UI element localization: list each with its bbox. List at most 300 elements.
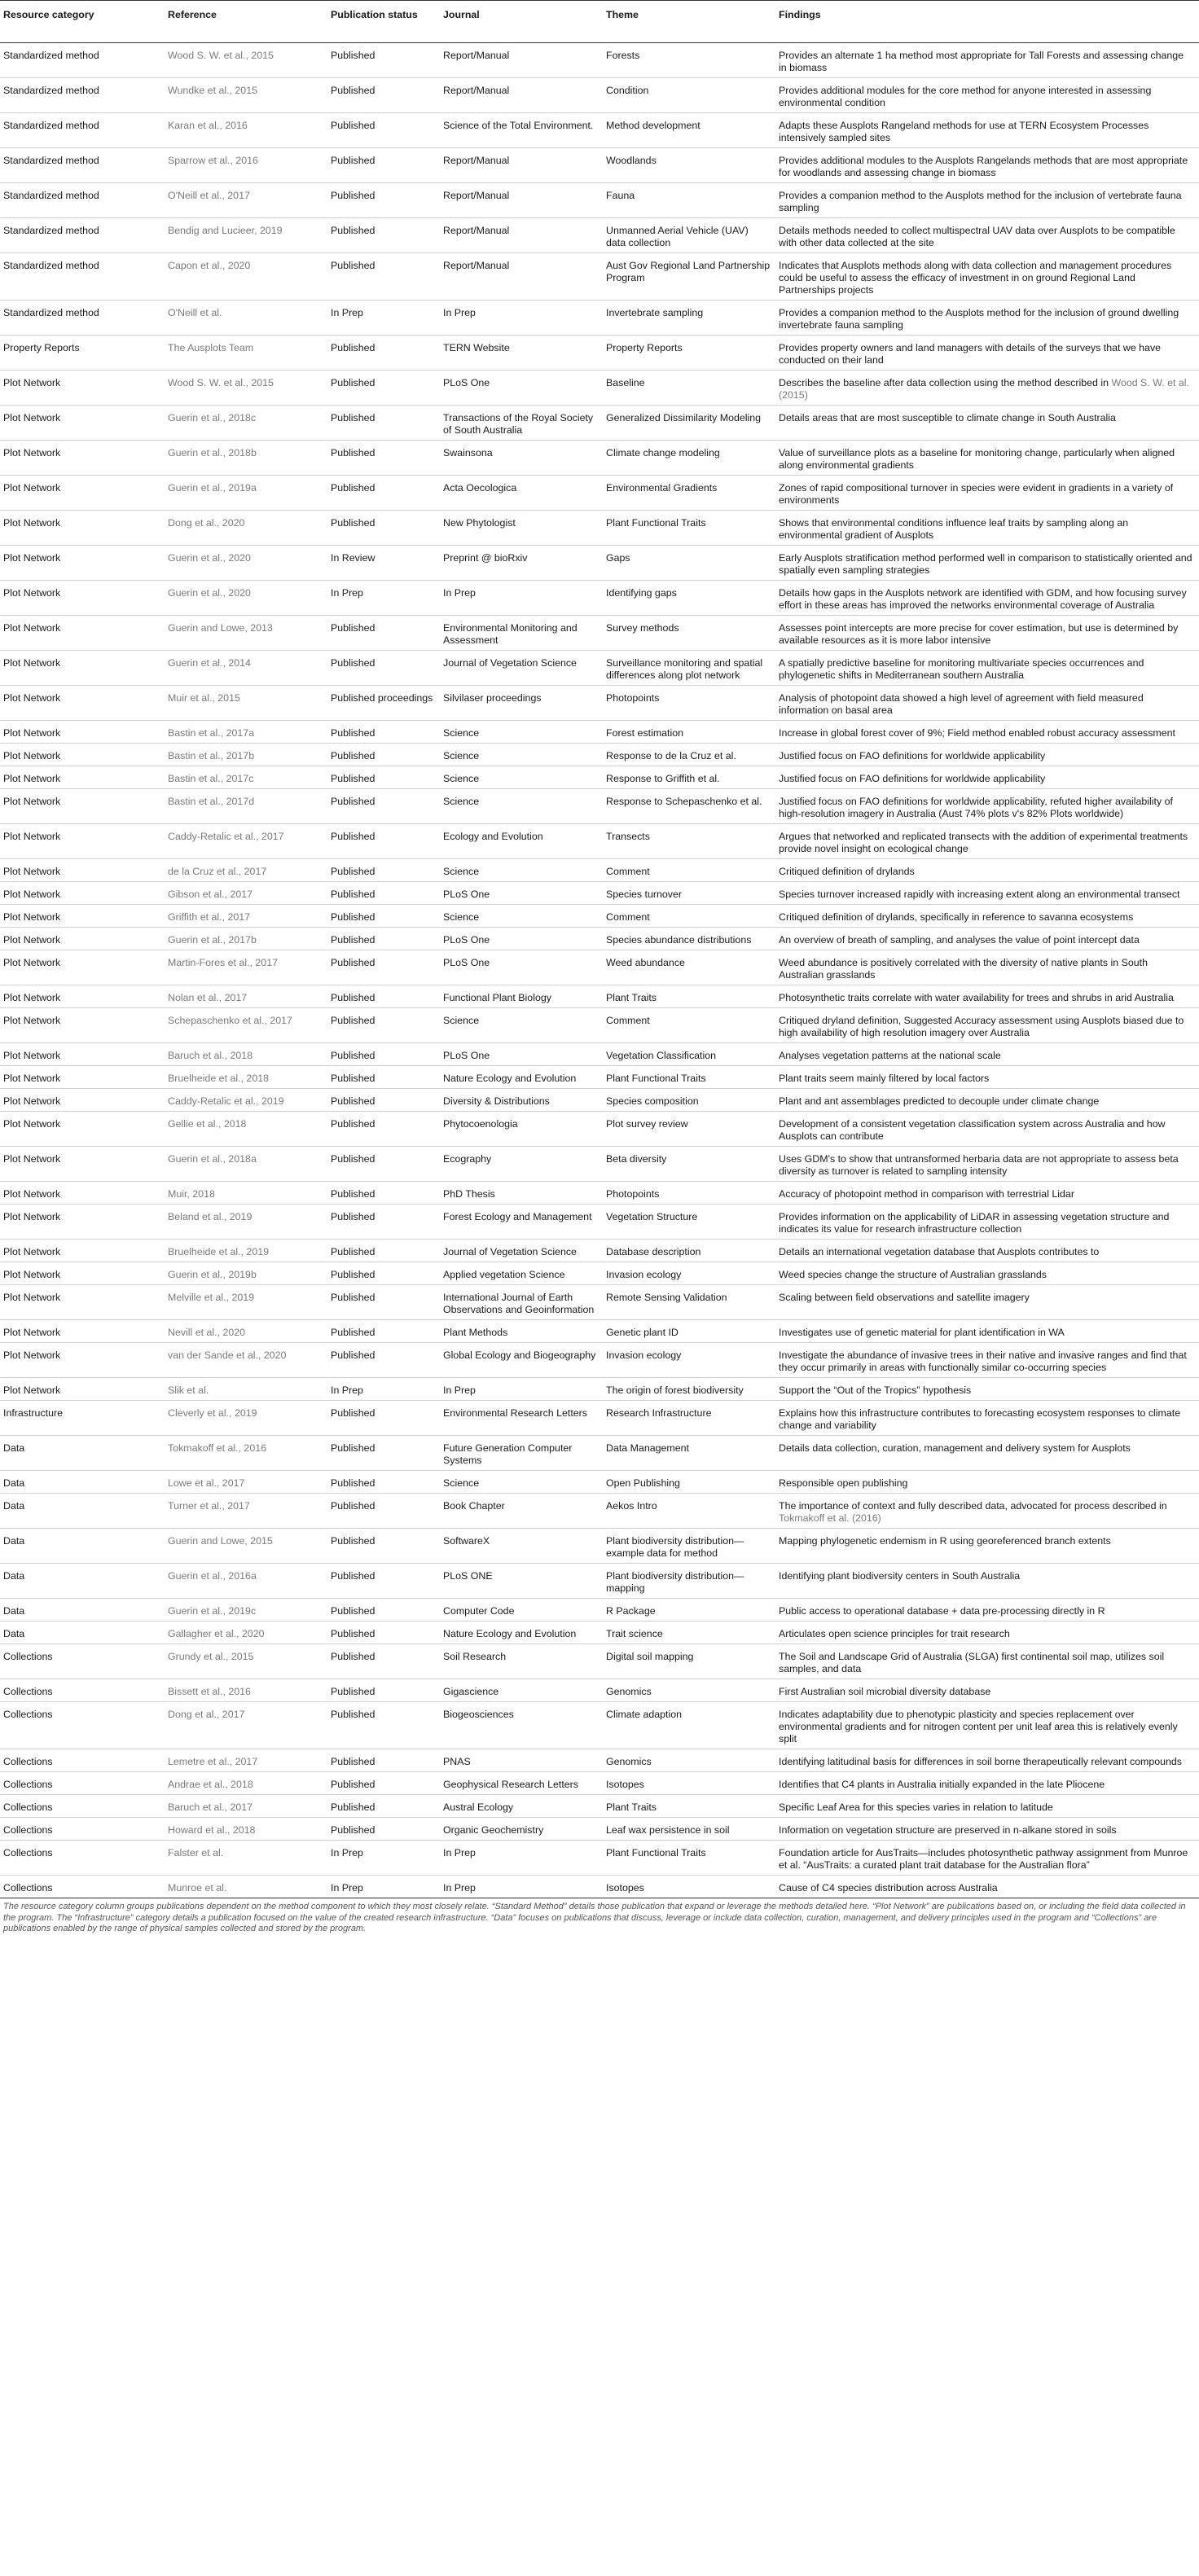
reference-cell[interactable]: Wood S. W. et al., 2015 (165, 371, 327, 406)
status-cell: Published (327, 744, 440, 766)
category-cell: Collections (0, 1749, 165, 1772)
theme-cell: Plot survey review (603, 1112, 775, 1147)
findings-cell: Details an international vegetation database that Ausplots contributes to (775, 1240, 1199, 1262)
theme-cell: Species composition (603, 1089, 775, 1112)
status-cell: Published (327, 1112, 440, 1147)
category-cell: Standardized method (0, 43, 165, 78)
findings-cell: Provides information on the applicability of LiDAR in assessing vegetation structure and indicates its value for research infrastructure collection (775, 1205, 1199, 1240)
category-cell: Plot Network (0, 950, 165, 985)
reference-cell[interactable]: Nevill et al., 2020 (165, 1320, 327, 1343)
reference-cell[interactable]: Bastin et al., 2017d (165, 789, 327, 824)
reference-cell[interactable]: Baruch et al., 2017 (165, 1795, 327, 1818)
status-cell: Published (327, 651, 440, 686)
theme-cell: The origin of forest biodiversity (603, 1378, 775, 1401)
table-row (0, 824, 1199, 859)
table-row (0, 1772, 1199, 1795)
findings-cell: Analyses vegetation patterns at the national scale (775, 1043, 1199, 1066)
status-cell: Published (327, 218, 440, 253)
journal-cell: Journal of Vegetation Science (440, 1240, 603, 1262)
table-row (0, 148, 1199, 183)
findings-cell: Indicates adaptability due to phenotypic plasticity and species replacement over environmental gradients and for nitrogen content per unit leaf area this is relatively evenly split (775, 1702, 1199, 1749)
findings-cell: Critiqued dryland definition, Suggested Accuracy assessment using Ausplots biased due to high availability of high resolution imagery over Australia (775, 1008, 1199, 1043)
status-cell: In Prep (327, 301, 440, 336)
category-cell: Collections (0, 1679, 165, 1702)
findings-cell: Justified focus on FAO definitions for worldwide applicability, refuted higher availability of high-resolution imagery in Australia (Aust 74% plots v's 82% Plots worldwide) (775, 789, 1199, 824)
findings-cell: Assesses point intercepts are more precise for cover estimation, but use is determined by available resources as it is more labor intensive (775, 616, 1199, 651)
findings-cell: Development of a consistent vegetation classification system across Australia and how Ausplots can contribute (775, 1112, 1199, 1147)
header-findings: Findings (775, 1, 1199, 43)
findings-cell: Information on vegetation structure are preserved in n-alkane stored in soils (775, 1818, 1199, 1841)
category-cell: Collections (0, 1841, 165, 1876)
table-row (0, 1599, 1199, 1622)
table-row (0, 1679, 1199, 1702)
theme-cell: Species abundance distributions (603, 928, 775, 950)
reference-cell[interactable]: Guerin et al., 2018a (165, 1147, 327, 1182)
reference-cell[interactable]: Caddy-Retalic et al., 2017 (165, 824, 327, 859)
theme-cell: Research Infrastructure (603, 1401, 775, 1436)
category-cell: Plot Network (0, 859, 165, 882)
theme-cell: Plant biodiversity distribution—example data for method (603, 1529, 775, 1564)
theme-cell: Digital soil mapping (603, 1644, 775, 1679)
table-row (0, 1066, 1199, 1089)
table-row (0, 1529, 1199, 1564)
reference-cell[interactable]: Bruelheide et al., 2018 (165, 1066, 327, 1089)
status-cell: Published (327, 1795, 440, 1818)
reference-cell[interactable]: Gellie et al., 2018 (165, 1112, 327, 1147)
table-row (0, 1182, 1199, 1205)
journal-cell: Environmental Monitoring and Assessment (440, 616, 603, 651)
status-cell: Published (327, 985, 440, 1008)
theme-cell: Environmental Gradients (603, 476, 775, 511)
reference-cell[interactable]: Caddy-Retalic et al., 2019 (165, 1089, 327, 1112)
category-cell: Plot Network (0, 441, 165, 476)
reference-cell[interactable]: Bastin et al., 2017b (165, 744, 327, 766)
journal-cell: Computer Code (440, 1599, 603, 1622)
category-cell: Plot Network (0, 651, 165, 686)
journal-cell: PhD Thesis (440, 1182, 603, 1205)
table-row (0, 1008, 1199, 1043)
category-cell: Plot Network (0, 1343, 165, 1378)
category-cell: Plot Network (0, 789, 165, 824)
reference-cell[interactable]: Nolan et al., 2017 (165, 985, 327, 1008)
status-cell: In Prep (327, 581, 440, 616)
journal-cell: Silvilaser proceedings (440, 686, 603, 721)
category-cell: Plot Network (0, 1240, 165, 1262)
findings-cell: Details how gaps in the Ausplots network are identified with GDM, and how focusing survey effort in these areas has improved the networks environmental coverage of Australia (775, 581, 1199, 616)
findings-cell: Adapts these Ausplots Rangeland methods for use at TERN Ecosystem Processes intensively sampled sites (775, 113, 1199, 148)
reference-cell[interactable]: Guerin and Lowe, 2015 (165, 1529, 327, 1564)
table-row (0, 78, 1199, 113)
theme-cell: Survey methods (603, 616, 775, 651)
journal-cell: Austral Ecology (440, 1795, 603, 1818)
journal-cell: TERN Website (440, 336, 603, 371)
category-cell: Plot Network (0, 686, 165, 721)
reference-cell[interactable]: Falster et al. (165, 1841, 327, 1876)
table-row (0, 476, 1199, 511)
reference-cell[interactable]: O'Neill et al. (165, 301, 327, 336)
theme-cell: Isotopes (603, 1772, 775, 1795)
findings-cell: Mapping phylogenetic endemism in R using georeferenced branch extents (775, 1529, 1199, 1564)
status-cell: Published (327, 1240, 440, 1262)
header-reference: Reference (165, 1, 327, 43)
reference-cell[interactable]: Guerin et al., 2019a (165, 476, 327, 511)
category-cell: Standardized method (0, 218, 165, 253)
reference-cell[interactable]: Tokmakoff et al., 2016 (165, 1436, 327, 1471)
status-cell: Published (327, 1818, 440, 1841)
reference-cell[interactable]: Bruelheide et al., 2019 (165, 1240, 327, 1262)
journal-cell: In Prep (440, 1876, 603, 1898)
theme-cell: Woodlands (603, 148, 775, 183)
journal-cell: Report/Manual (440, 218, 603, 253)
table-row (0, 1795, 1199, 1818)
theme-cell: Vegetation Classification (603, 1043, 775, 1066)
theme-cell: Plant Functional Traits (603, 1841, 775, 1876)
reference-cell[interactable]: Baruch et al., 2018 (165, 1043, 327, 1066)
reference-cell[interactable]: Howard et al., 2018 (165, 1818, 327, 1841)
journal-cell: In Prep (440, 301, 603, 336)
status-cell: Published (327, 1436, 440, 1471)
category-cell: Data (0, 1494, 165, 1529)
status-cell: Published (327, 1343, 440, 1378)
journal-cell: PLoS One (440, 950, 603, 985)
theme-cell: Plant Traits (603, 1795, 775, 1818)
journal-cell: Functional Plant Biology (440, 985, 603, 1008)
reference-cell[interactable]: Schepaschenko et al., 2017 (165, 1008, 327, 1043)
status-cell: Published (327, 78, 440, 113)
findings-cell: Justified focus on FAO definitions for worldwide applicability (775, 744, 1199, 766)
reference-cell[interactable]: Andrae et al., 2018 (165, 1772, 327, 1795)
status-cell: Published (327, 1285, 440, 1320)
theme-cell: Unmanned Aerial Vehicle (UAV) data collection (603, 218, 775, 253)
journal-cell: Report/Manual (440, 43, 603, 78)
reference-cell[interactable]: Beland et al., 2019 (165, 1205, 327, 1240)
findings-cell: Early Ausplots stratification method performed well in comparison to statistically oriented and spatially even sampling strategies (775, 546, 1199, 581)
category-cell: Standardized method (0, 78, 165, 113)
findings-cell: Plant traits seem mainly filtered by local factors (775, 1066, 1199, 1089)
table-row (0, 1285, 1199, 1320)
theme-cell: Species turnover (603, 882, 775, 905)
header-resource-category: Resource category (0, 1, 165, 43)
findings-cell: Details areas that are most susceptible to climate change in South Australia (775, 406, 1199, 441)
findings-cell: An overview of breath of sampling, and analyses the value of point intercept data (775, 928, 1199, 950)
theme-cell: Photopoints (603, 1182, 775, 1205)
reference-cell[interactable]: Guerin et al., 2018c (165, 406, 327, 441)
citation-link[interactable]: Wood S. W. et al. (2015) (779, 377, 1189, 401)
findings-cell: Justified focus on FAO definitions for worldwide applicability (775, 766, 1199, 789)
journal-cell: Journal of Vegetation Science (440, 651, 603, 686)
theme-cell: Identifying gaps (603, 581, 775, 616)
reference-cell[interactable]: Lowe et al., 2017 (165, 1471, 327, 1494)
reference-cell[interactable]: Grundy et al., 2015 (165, 1644, 327, 1679)
category-cell: Plot Network (0, 824, 165, 859)
status-cell: Published (327, 1089, 440, 1112)
findings-cell: Weed abundance is positively correlated with the diversity of native plants in South Australian grasslands (775, 950, 1199, 985)
table-row (0, 218, 1199, 253)
journal-cell: PLoS One (440, 1043, 603, 1066)
reference-cell[interactable]: Guerin et al., 2016a (165, 1564, 327, 1599)
table-row (0, 882, 1199, 905)
table-row (0, 1471, 1199, 1494)
reference-cell[interactable]: Capon et al., 2020 (165, 253, 327, 301)
reference-cell[interactable]: Lemetre et al., 2017 (165, 1749, 327, 1772)
journal-cell: PLoS One (440, 371, 603, 406)
table-row (0, 1112, 1199, 1147)
journal-cell: Report/Manual (440, 78, 603, 113)
category-cell: Collections (0, 1644, 165, 1679)
findings-cell: Specific Leaf Area for this species varies in relation to latitude (775, 1795, 1199, 1818)
category-cell: Standardized method (0, 301, 165, 336)
status-cell: Published (327, 1205, 440, 1240)
table-row (0, 616, 1199, 651)
category-cell: Property Reports (0, 336, 165, 371)
reference-cell[interactable]: Griffith et al., 2017 (165, 905, 327, 928)
reference-cell[interactable]: The Ausplots Team (165, 336, 327, 371)
reference-cell[interactable]: Dong et al., 2017 (165, 1702, 327, 1749)
theme-cell: Database description (603, 1240, 775, 1262)
theme-cell: Invasion ecology (603, 1343, 775, 1378)
table-row (0, 1564, 1199, 1599)
status-cell: Published (327, 441, 440, 476)
theme-cell: Invasion ecology (603, 1262, 775, 1285)
reference-cell[interactable]: Melville et al., 2019 (165, 1285, 327, 1320)
reference-cell[interactable]: Gallagher et al., 2020 (165, 1622, 327, 1644)
reference-cell[interactable]: Guerin et al., 2020 (165, 581, 327, 616)
findings-cell: Accuracy of photopoint method in comparison with terrestrial Lidar (775, 1182, 1199, 1205)
findings-cell: Uses GDM's to show that untransformed herbaria data are not appropriate to assess beta diversity as turnover is related to sampling intensity (775, 1147, 1199, 1182)
findings-cell: Provides property owners and land managers with details of the surveys that we have conducted on their land (775, 336, 1199, 371)
category-cell: Plot Network (0, 581, 165, 616)
table-row (0, 1205, 1199, 1240)
theme-cell: Climate adaption (603, 1702, 775, 1749)
reference-cell[interactable]: Sparrow et al., 2016 (165, 148, 327, 183)
theme-cell: R Package (603, 1599, 775, 1622)
status-cell: Published (327, 789, 440, 824)
status-cell: In Review (327, 546, 440, 581)
reference-cell[interactable]: Guerin et al., 2014 (165, 651, 327, 686)
theme-cell: Baseline (603, 371, 775, 406)
status-cell: Published (327, 336, 440, 371)
status-cell: Published (327, 406, 440, 441)
reference-cell[interactable]: Karan et al., 2016 (165, 113, 327, 148)
findings-cell: Photosynthetic traits correlate with water availability for trees and shrubs in arid Australia (775, 985, 1199, 1008)
theme-cell: Trait science (603, 1622, 775, 1644)
status-cell: Published (327, 1066, 440, 1089)
theme-cell: Genomics (603, 1679, 775, 1702)
table-row (0, 1147, 1199, 1182)
category-cell: Standardized method (0, 183, 165, 218)
table-row (0, 1043, 1199, 1066)
table-row (0, 1262, 1199, 1285)
reference-cell[interactable]: Slik et al. (165, 1378, 327, 1401)
status-cell: Published (327, 1401, 440, 1436)
journal-cell: Applied vegetation Science (440, 1262, 603, 1285)
category-cell: Plot Network (0, 985, 165, 1008)
status-cell: Published (327, 371, 440, 406)
journal-cell: Science (440, 744, 603, 766)
reference-cell[interactable]: O'Neill et al., 2017 (165, 183, 327, 218)
category-cell: Plot Network (0, 1262, 165, 1285)
category-cell: Standardized method (0, 113, 165, 148)
findings-cell: The Soil and Landscape Grid of Australia (SLGA) first continental soil map, utilizes soil samples, and data (775, 1644, 1199, 1679)
status-cell: Published (327, 43, 440, 78)
theme-cell: Gaps (603, 546, 775, 581)
table-row (0, 1378, 1199, 1401)
category-cell: Plot Network (0, 476, 165, 511)
reference-cell[interactable]: Cleverly et al., 2019 (165, 1401, 327, 1436)
findings-cell: Provides a companion method to the Ausplots method for the inclusion of ground dwelling invertebrate fauna sampling (775, 301, 1199, 336)
theme-cell: Fauna (603, 183, 775, 218)
table-row (0, 1240, 1199, 1262)
reference-cell[interactable]: Wundke et al., 2015 (165, 78, 327, 113)
journal-cell: Diversity & Distributions (440, 1089, 603, 1112)
table-row (0, 721, 1199, 744)
journal-cell: Soil Research (440, 1644, 603, 1679)
status-cell: In Prep (327, 1876, 440, 1898)
reference-cell[interactable]: Bastin et al., 2017c (165, 766, 327, 789)
journal-cell: SoftwareX (440, 1529, 603, 1564)
theme-cell: Response to de la Cruz et al. (603, 744, 775, 766)
journal-cell: Science (440, 766, 603, 789)
journal-cell: Ecography (440, 1147, 603, 1182)
category-cell: Data (0, 1564, 165, 1599)
theme-cell: Response to Griffith et al. (603, 766, 775, 789)
theme-cell: Comment (603, 905, 775, 928)
reference-cell[interactable]: Guerin et al., 2018b (165, 441, 327, 476)
reference-cell[interactable]: Muir et al., 2015 (165, 686, 327, 721)
reference-cell[interactable]: Bastin et al., 2017a (165, 721, 327, 744)
theme-cell: Property Reports (603, 336, 775, 371)
status-cell: Published (327, 1008, 440, 1043)
reference-cell[interactable]: Martin-Fores et al., 2017 (165, 950, 327, 985)
reference-cell[interactable]: Guerin et al., 2019b (165, 1262, 327, 1285)
category-cell: Data (0, 1622, 165, 1644)
theme-cell: Condition (603, 78, 775, 113)
status-cell: Published (327, 1564, 440, 1599)
status-cell: Published (327, 928, 440, 950)
category-cell: Plot Network (0, 882, 165, 905)
journal-cell: Science (440, 905, 603, 928)
theme-cell: Transects (603, 824, 775, 859)
journal-cell: In Prep (440, 1378, 603, 1401)
findings-cell: Critiqued definition of drylands (775, 859, 1199, 882)
theme-cell: Photopoints (603, 686, 775, 721)
journal-cell: Science (440, 721, 603, 744)
category-cell: Plot Network (0, 616, 165, 651)
table-row (0, 441, 1199, 476)
reference-cell[interactable]: Dong et al., 2020 (165, 511, 327, 546)
journal-cell: Report/Manual (440, 148, 603, 183)
status-cell: Published (327, 1772, 440, 1795)
theme-cell: Surveillance monitoring and spatial differences along plot network (603, 651, 775, 686)
findings-cell: Provides additional modules to the Ausplots Rangelands methods that are most appropriate for woodlands and assessing change in biomass (775, 148, 1199, 183)
status-cell: Published (327, 824, 440, 859)
theme-cell: Climate change modeling (603, 441, 775, 476)
findings-cell: Identifying latitudinal basis for differences in soil borne therapeutically relevant compounds (775, 1749, 1199, 1772)
journal-cell: Future Generation Computer Systems (440, 1436, 603, 1471)
reference-cell[interactable]: Wood S. W. et al., 2015 (165, 43, 327, 78)
category-cell: Data (0, 1529, 165, 1564)
findings-cell (775, 1494, 1199, 1529)
status-cell: Published (327, 905, 440, 928)
reference-cell[interactable]: Muir, 2018 (165, 1182, 327, 1205)
reference-cell[interactable]: Bissett et al., 2016 (165, 1679, 327, 1702)
findings-cell: Provides additional modules for the core method for anyone interested in assessing environmental condition (775, 78, 1199, 113)
journal-cell: Science (440, 859, 603, 882)
journal-cell: PLoS One (440, 928, 603, 950)
findings-cell: First Australian soil microbial diversity database (775, 1679, 1199, 1702)
table-row (0, 905, 1199, 928)
reference-cell[interactable]: van der Sande et al., 2020 (165, 1343, 327, 1378)
table-row (0, 581, 1199, 616)
findings-cell: Weed species change the structure of Australian grasslands (775, 1262, 1199, 1285)
table-row (0, 1749, 1199, 1772)
findings-cell: Support the “Out of the Tropics” hypothesis (775, 1378, 1199, 1401)
status-cell: Published (327, 113, 440, 148)
theme-cell: Plant biodiversity distribution—mapping (603, 1564, 775, 1599)
category-cell: Plot Network (0, 928, 165, 950)
table-header (0, 1, 1199, 43)
findings-cell: Details data collection, curation, management and delivery system for Ausplots (775, 1436, 1199, 1471)
journal-cell: Report/Manual (440, 253, 603, 301)
status-cell: Published (327, 1471, 440, 1494)
findings-cell: Explains how this infrastructure contributes to forecasting ecosystem responses to climate change and variability (775, 1401, 1199, 1436)
header-publication-status: Publication status (327, 1, 440, 43)
theme-cell: Beta diversity (603, 1147, 775, 1182)
table-row (0, 336, 1199, 371)
table-row (0, 950, 1199, 985)
status-cell: Published (327, 1320, 440, 1343)
table-row (0, 371, 1199, 406)
table-row (0, 686, 1199, 721)
reference-cell[interactable]: Guerin et al., 2020 (165, 546, 327, 581)
status-cell: In Prep (327, 1378, 440, 1401)
journal-cell: International Journal of Earth Observations and Geoinformation (440, 1285, 603, 1320)
status-cell: Published (327, 1529, 440, 1564)
table-row (0, 1841, 1199, 1876)
reference-cell[interactable]: Guerin et al., 2017b (165, 928, 327, 950)
reference-cell[interactable]: Munroe et al. (165, 1876, 327, 1898)
table-row (0, 789, 1199, 824)
reference-cell[interactable]: Bendig and Lucieer, 2019 (165, 218, 327, 253)
status-cell: Published (327, 183, 440, 218)
table-row (0, 546, 1199, 581)
table-row (0, 1818, 1199, 1841)
category-cell: Standardized method (0, 148, 165, 183)
category-cell: Plot Network (0, 371, 165, 406)
theme-cell: Aekos Intro (603, 1494, 775, 1529)
reference-cell[interactable]: Turner et al., 2017 (165, 1494, 327, 1529)
category-cell: Plot Network (0, 1043, 165, 1066)
reference-cell[interactable]: de la Cruz et al., 2017 (165, 859, 327, 882)
category-cell: Plot Network (0, 1378, 165, 1401)
journal-cell: Science (440, 789, 603, 824)
status-cell: In Prep (327, 1841, 440, 1876)
reference-cell[interactable]: Guerin et al., 2019c (165, 1599, 327, 1622)
journal-cell: Book Chapter (440, 1494, 603, 1529)
theme-cell: Plant Functional Traits (603, 511, 775, 546)
category-cell: Plot Network (0, 721, 165, 744)
reference-cell[interactable]: Guerin and Lowe, 2013 (165, 616, 327, 651)
theme-cell: Remote Sensing Validation (603, 1285, 775, 1320)
table-row (0, 1494, 1199, 1529)
findings-cell: Identifying plant biodiversity centers in South Australia (775, 1564, 1199, 1599)
reference-cell[interactable]: Gibson et al., 2017 (165, 882, 327, 905)
findings-cell: A spatially predictive baseline for monitoring multivariate species occurrences and phylogenetic shifts in Mediterranean southern Australia (775, 651, 1199, 686)
findings-cell: Public access to operational database + data pre-processing directly in R (775, 1599, 1199, 1622)
citation-link[interactable]: Tokmakoff et al. (2016) (779, 1512, 881, 1524)
table-row (0, 1401, 1199, 1436)
table-row (0, 1436, 1199, 1471)
